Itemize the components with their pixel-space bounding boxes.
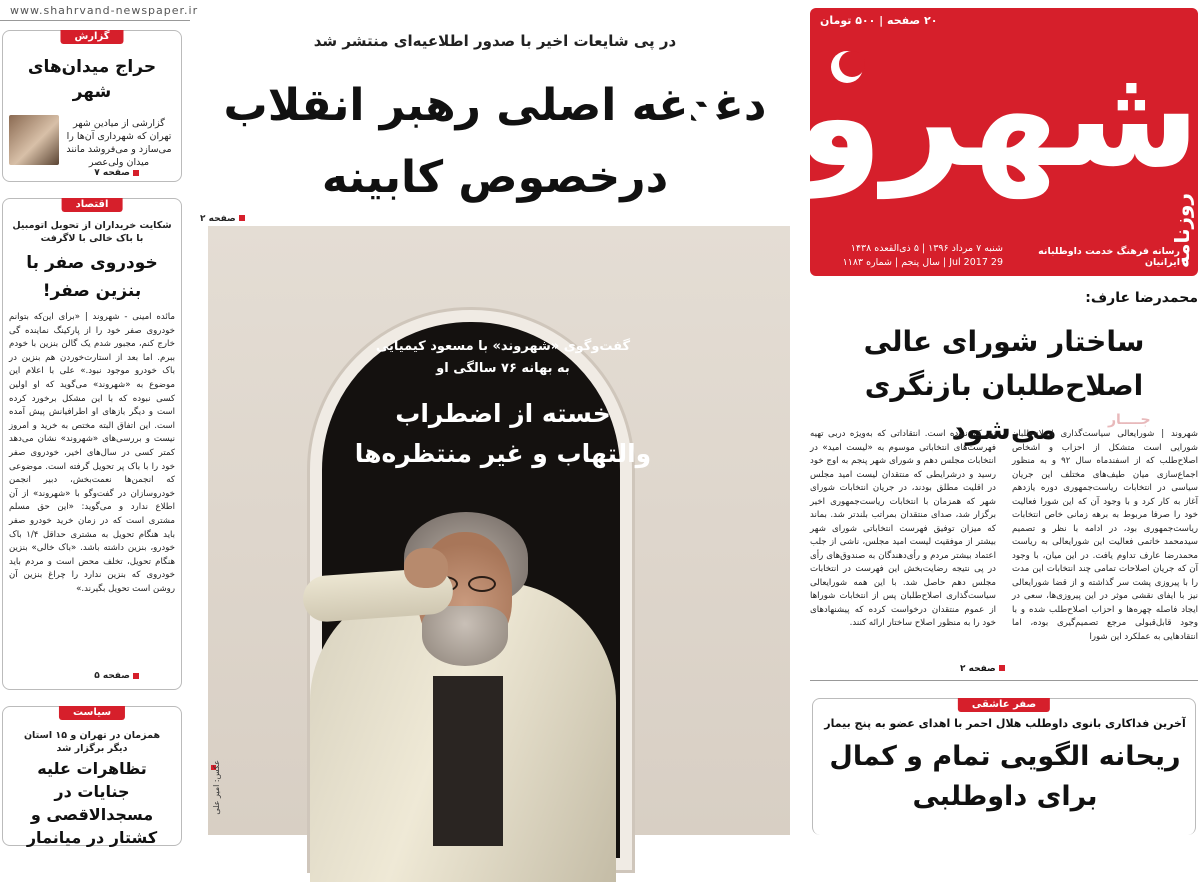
hero-title-line-1: خسته از اضطراب — [395, 399, 611, 428]
newspaper-type: روزنامه — [1170, 193, 1194, 268]
main-headline-line-1: دغدغه اصلی رهبر انقلاب — [223, 80, 767, 131]
main-kicker: در پی شایعات اخیر با صدور اطلاعیه‌ای منتشر شد — [313, 32, 677, 50]
section-tag: صفر عاشقی — [958, 698, 1050, 712]
hero-title-line-2: والتهاب و غیر منتظره‌ها — [354, 439, 652, 468]
article-column-2: نیز کم نبوده است. انتقاداتی که به‌ویژه دربی تهیه فهرست‌های انتخاباتی موسوم به «لیست امید» در انتخابات مجلس دهم و شورای شهر پنجم به اوج خود رسید و درشرایطی که منتقدان لیست امید مجلس در اقلیت مطلق بودند، در جریان انتخابات شورای شهر که همزمان با انتخابات ریاست‌جمهوری اخیر برگزار شد، صدای منتقدان بمراتب بلندتر شد. بماند که میزان توفیق فهرست انتخاباتی شورای شهر بیشتر از موفقیت لیست امید مجلس، ناشی از جلب اعتماد بیشتر مردم و رأی‌دهندگان به صندوق‌های رأی در پی نتیجه رضایت‌بخش این فهرست در انتخابات مجلس دهم حاصل شد. با این همه شورایعالی سیاست‌گذاری اصلاح‌طلبان پس از انتخابات شوراها از عموم منتقدان درخواست کرده که پیشنهادهای خود را به منظور اصلاح ساختار ارائه کنند. — [810, 429, 996, 628]
section-tag: سیاست — [59, 706, 125, 720]
left-box-politics[interactable] — [2, 706, 182, 846]
page-marker-icon — [133, 673, 139, 679]
section-tag: گزارش — [60, 30, 123, 44]
tagline: رسانه فرهنگ خدمت داوطلبانه ایرانیان — [1038, 246, 1180, 268]
site-url[interactable]: www.shahrvand-newspaper.ir — [10, 4, 199, 17]
box-body-text: مائده امینی - شهروند | «برای این‌که بتوانم خودروی صفر خود را از پارکینگ نماینده گی خارج کنم، مجبور شدم یک گالن بنزین با خودم ببرم. اما بعد از استارت‌خوردن هم بنزین در باک خودرو موجود نبود.» علی با اعلام این موضوع به «شهروند» می‌گوید که او اولین کسی نبوده که با این مشکل برخورد کرده است و دیگر بازهای او اطرافیانش پیش آمده است. این اتفاق البته مختص به خرید و امروز نیست و بررسی‌های «شهروند» نشان می‌دهد کمتر کسی در سال‌های اخیر، خودروی صفر خود را با باک پر تحویل گرفته است. موضوعی که انجمن‌ها نعمت‌بخش، دبیر انجمن خودروسازان در گفت‌وگو با «شهروند» از آن اطلاع ندارد و می‌گوید: «این حق مسلم مشتری است که در زمان خرید خودرو صفر باید هنگام تحویل به مشتری حداقل ۱/۴ باک خودرو، بنزین داشته باشد. «باک خالی» بنزین هنگام تحویل، تخلف محض است و مردم باید خودروی که بنزین ندارد را چراغ بنزین آن روشن است تحویل بگیرند.» — [9, 312, 175, 594]
page-label: صفحه ۲ — [960, 664, 996, 674]
page-label: صفحه ۵ — [94, 671, 130, 681]
box-kicker: شکایت خریداران از تحویل اتومبیل با باک خالی با لاگرفت — [12, 220, 172, 244]
page-marker-icon — [999, 665, 1005, 671]
right-headline-line-1: ساختار شورای عالی — [863, 325, 1145, 358]
page-marker-icon — [133, 170, 139, 176]
left-box-economy[interactable] — [2, 198, 182, 690]
thumbnail-image — [9, 115, 59, 165]
section-tag: اقتصاد — [62, 198, 123, 212]
box-headline-line-1: ریحانه الگویی تمام و کمال — [829, 741, 1181, 772]
page-reference — [94, 671, 139, 681]
photo-credit: عکس: امیر علی — [212, 760, 221, 815]
box-kicker: آخرین فداکاری بانوی داوطلب هلال احمر با اهدای عضو به پنج بیمار — [824, 717, 1186, 730]
main-headline-line-2: درخصوص کابینه — [321, 152, 669, 203]
page-label: صفحه ۲ — [200, 214, 236, 224]
box-kicker: همزمان در تهران و ۱۵ استان دیگر برگزار شد — [23, 730, 161, 754]
page-label: صفحه ۷ — [94, 168, 130, 178]
right-page-reference — [960, 664, 1005, 674]
masthead[interactable] — [662, 8, 1200, 276]
person-shirt — [433, 676, 503, 846]
hero-photo[interactable] — [208, 226, 790, 835]
box-headline: خودروی صفر با بنزین صفر! — [26, 253, 158, 301]
date-line: شنبه ۷ مرداد ۱۳۹۶ | ۵ ذی‌القعده ۱۴۳۸ — [850, 243, 1003, 254]
newspaper-logo: شهروند — [662, 36, 1200, 199]
divider — [810, 680, 1198, 681]
article-column-1: شهروند | شورایعالی سیاست‌گذاری اصلاح‌طلبان شورایی است متشکل از احزاب و اشخاص اصلاح‌طلب که از اسفندماه سال ۹۲ و به منظور اجماع‌سازی میان طیف‌های مختلف این جریان سیاسی در انتخابات ریاست‌جمهوری دوره یازدهم آغاز به کار کرد و با وجود آن که این شورا فعالیت خود را صرفا مربوط به برهه زمانی خاص انتخابات ریاست‌جمهوری بود، در ادامه با نظر و تصمیم سیدمحمد خاتمی فعالیت این شورایعالی به ریاست محمدرضا عارف تداوم یافت. در این میان، با وجود آن که جریان اصلاحات تمامی چند انتخابات این مدت را با پیروزی پشت سر گذاشته و از قضا شورایعالی نیز با ایفای نقشی موثر در این پیروزی‌ها، سعی در ایجاد فاصله چهره‌ها و احزاب اصلاح‌طلب شده و با وجود قابل‌قبولی مرجع تصمیم‌گیری بوده، اما انتقادهایی به عملکرد این شورا — [1012, 429, 1198, 642]
page-marker-icon — [239, 215, 245, 221]
right-article-body — [810, 428, 1198, 660]
hero-intro-line-2: به بهانه ۷۶ سالگی او — [436, 361, 570, 376]
hero-intro-line-1: گفت‌وگوی «شهروند» با مسعود کیمیایی — [375, 339, 631, 354]
main-page-reference — [200, 214, 245, 224]
price-line: ۲۰ صفحه | ۵۰۰ تومان — [820, 14, 938, 27]
box-summary: گزارشی از میادین شهر تهران که شهرداری آن‌ها را می‌سازد و می‌فروشد مانند میدان ولی‌عصر — [66, 118, 172, 168]
hero-title[interactable] — [328, 394, 678, 474]
page-reference — [94, 168, 139, 178]
right-headline-line-2: اصلاح‌طلبان بازنگری می‌شود — [864, 369, 1144, 446]
right-box-volunteer[interactable] — [812, 698, 1196, 835]
left-box-report[interactable] — [2, 30, 182, 182]
person-beard — [422, 606, 508, 666]
box-headline: تظاهرات علیه جنایات در مسجدالاقصی و کشتار در میانمار — [26, 759, 158, 847]
person-hand — [404, 548, 448, 588]
box-headline: حراج میدان‌های شهر — [27, 57, 157, 102]
issue-info — [818, 242, 1003, 270]
watermark-text: جــــار — [1108, 412, 1151, 428]
issue-line: 29 Jul 2017 | سال پنجم | شماره ۱۱۸۳ — [842, 257, 1003, 268]
box-headline — [813, 737, 1197, 817]
hero-intro — [338, 336, 668, 380]
right-kicker: محمدرضا عارف: — [1085, 290, 1198, 306]
box-headline-line-2: برای داوطلبی — [912, 781, 1098, 812]
url-rule — [0, 20, 190, 21]
